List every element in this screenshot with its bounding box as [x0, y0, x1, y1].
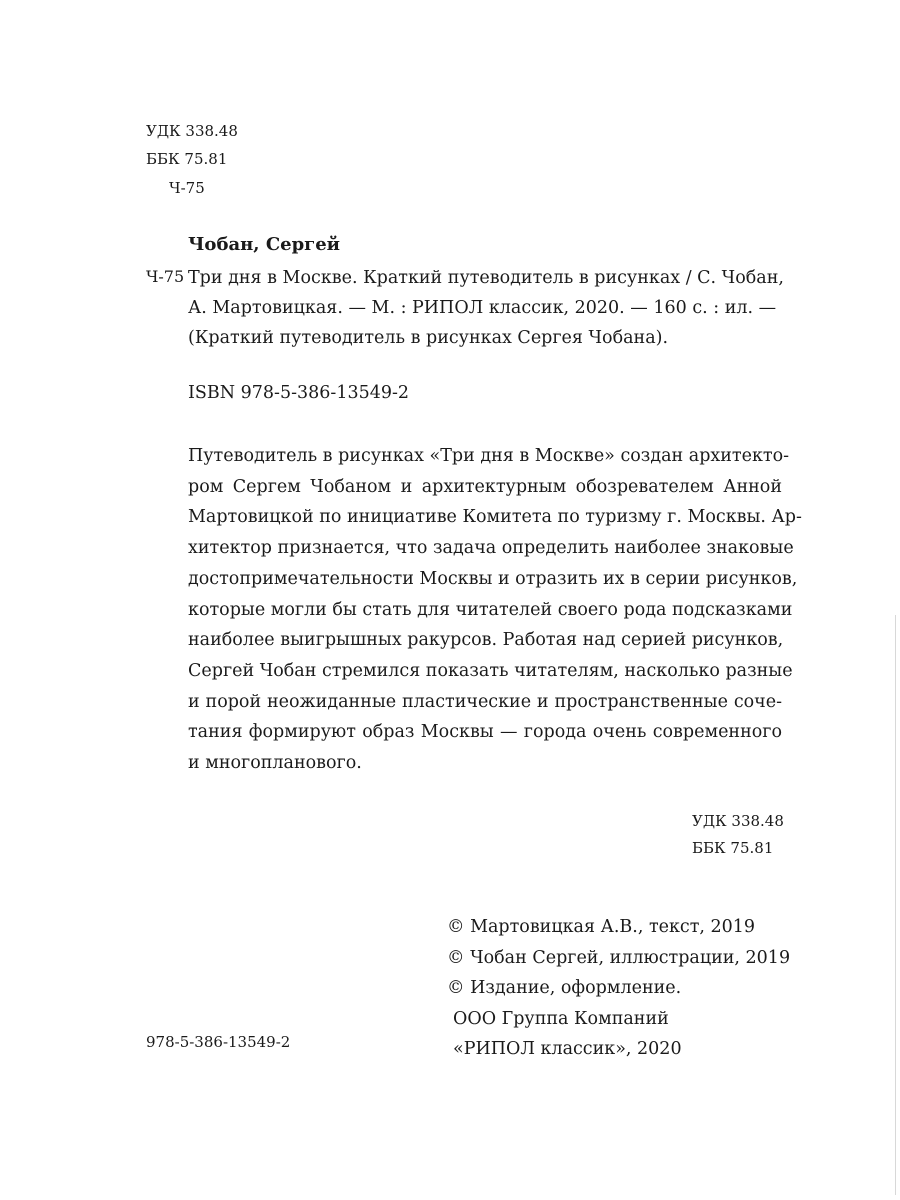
annotation-line: Путеводитель в рисунках «Три дня в Москве» создан архитекто- — [188, 446, 790, 466]
bibliographic-record — [188, 263, 782, 353]
copyright-line: «РИПОЛ классик», 2020 — [453, 1039, 682, 1059]
annotation-line: которые могли бы стать для читателей своего рода подсказками — [188, 599, 793, 620]
annotation — [188, 441, 802, 779]
annotation-line: наиболее выигрышных ракурсов. Работая над серией рисунков, — [188, 630, 784, 651]
copyright-line: © Издание, оформление. — [447, 978, 682, 998]
annotation-line: и порой неожиданные пластические и пространственные соче- — [188, 691, 782, 712]
author-sign-inline: Ч-75 — [146, 267, 185, 286]
biblio-line: А. Мартовицкая. — М. : РИПОЛ классик, 2020. — 160 с. : ил. — — [188, 298, 777, 318]
udk-bottom: УДК 338.48 — [692, 812, 784, 830]
author-sign-top: Ч-75 — [169, 179, 205, 197]
annotation-line: достопримечательности Москвы и отразить их в серии рисунков, — [188, 568, 798, 589]
copyright-line: ООО Группа Компаний — [453, 1008, 669, 1029]
copyright-line: © Чобан Сергей, иллюстрации, 2019 — [447, 947, 791, 968]
isbn: ISBN 978-5-386-13549-2 — [188, 383, 410, 403]
annotation-line: Сергей Чобан стремился показать читателям, насколько разные — [188, 660, 793, 681]
udk-top: УДК 338.48 — [146, 122, 238, 140]
bbk-bottom: ББК 75.81 — [692, 839, 774, 857]
annotation-line: хитектор признается, что задача определить наиболее знаковые — [188, 538, 794, 559]
annotation-line: Мартовицкой по инициативе Комитета по туризму г. Москвы. Ар- — [188, 507, 802, 528]
copyright-line: © Мартовицкая А.В., текст, 2019 — [447, 917, 756, 937]
biblio-line: Три дня в Москве. Краткий путеводитель в рисунках / С. Чобан, — [188, 268, 784, 288]
isbn-bottom: 978-5-386-13549-2 — [146, 1033, 291, 1051]
annotation-line: и многопланового. — [188, 753, 362, 774]
copyright-block — [447, 912, 790, 1065]
bbk-top: ББК 75.81 — [146, 150, 228, 168]
annotation-line: ром Сергем Чобаном и архитектурным обозревателем Анной — [188, 476, 782, 497]
author-heading: Чобан, Сергей — [188, 234, 341, 255]
biblio-line: (Краткий путеводитель в рисунках Сергея Чобана). — [188, 328, 669, 348]
annotation-line: тания формируют образ Москвы — города очень современного — [188, 722, 782, 743]
page-edge-line — [895, 615, 896, 1195]
